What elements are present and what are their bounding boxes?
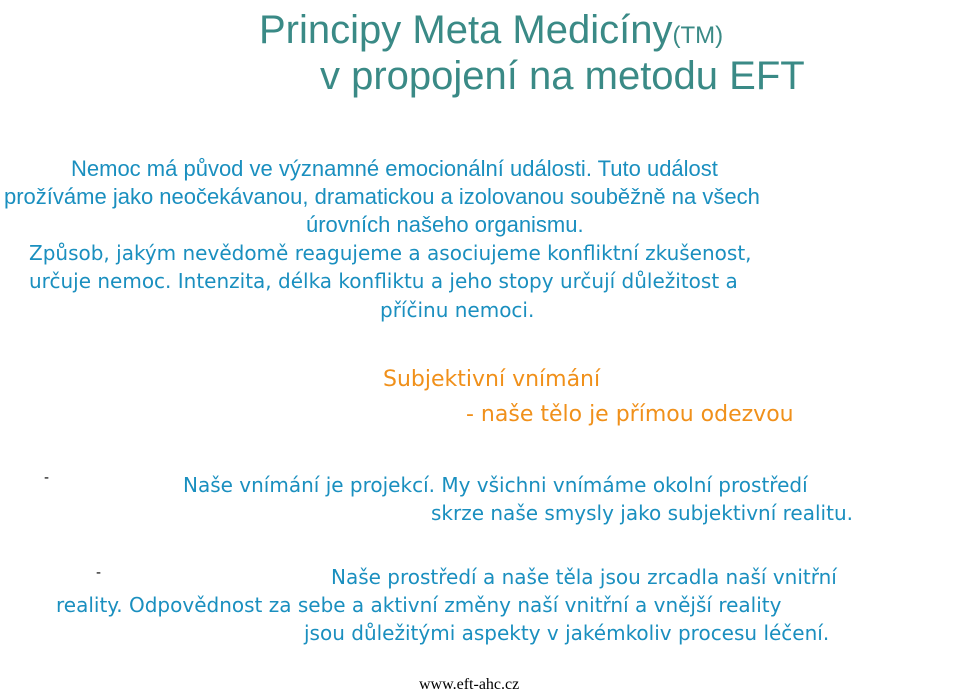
bullet1-dash: - [44, 470, 50, 486]
paragraph2-line-2: určuje nemoc. Intenzita, délka konfliktu a jeho stopy určují důležitost a [29, 269, 738, 293]
subjective-heading: Subjektivní vnímání [383, 367, 601, 392]
paragraph2-line-1: Způsob, jakým nevědomě reagujeme a asociujeme konfliktní zkušenost, [29, 241, 752, 265]
bullet2-line-2: reality. Odpovědnost za sebe a aktivní změny naší vnitřní a vnější reality [56, 593, 782, 617]
page-title [259, 8, 723, 58]
page-subtitle: v propojení na metodu EFT [320, 54, 805, 98]
subjective-subheading: - naše tělo je přímou odezvou [466, 402, 794, 427]
title-line1: Principy Meta Medicíny [259, 8, 673, 52]
bullet1-line-2: skrze naše smysly jako subjektivní realitu. [431, 501, 853, 525]
intro-line-3: úrovních našeho organismu. [306, 212, 584, 237]
trademark-mark: (TM) [672, 22, 724, 49]
bullet2-line-1: Naše prostředí a naše těla jsou zrcadla naší vnitřní [331, 565, 837, 589]
bullet2-line-3: jsou důležitými aspekty v jakémkoliv procesu léčení. [304, 621, 830, 645]
bullet2-dash: - [96, 565, 102, 581]
paragraph2-line-3: příčinu nemoci. [380, 298, 535, 322]
intro-line-1: Nemoc má původ ve významné emocionální události. Tuto událost [71, 156, 718, 181]
bullet1-line-1: Naše vnímání je projekcí. My všichni vnímáme okolní prostředí [183, 473, 808, 497]
footer-url[interactable]: www.eft-ahc.cz [419, 676, 520, 693]
intro-line-2: prožíváme jako neočekávanou, dramatickou a izolovanou souběžně na všech [4, 184, 760, 209]
